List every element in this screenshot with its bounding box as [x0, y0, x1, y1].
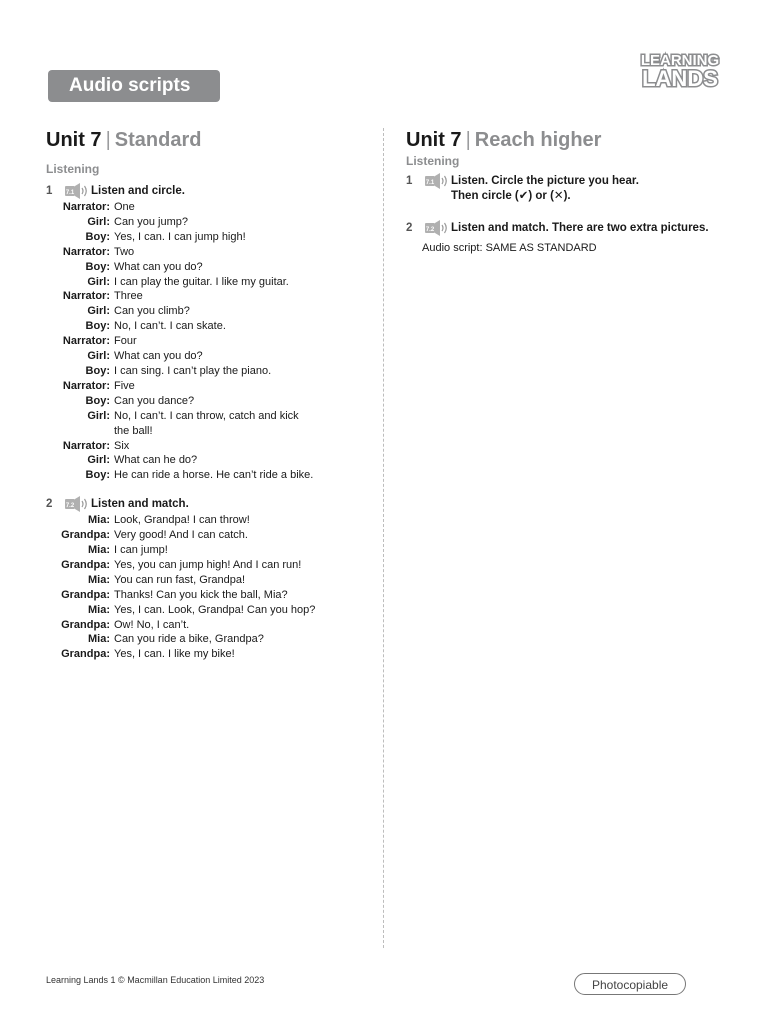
task-instruction: Listen and match. There are two extra pictures.: [451, 222, 709, 234]
dialogue-line: [46, 573, 366, 588]
dialogue-line: [46, 304, 366, 319]
speaker-label: Boy:: [85, 230, 110, 243]
dialogue-text: Five: [114, 379, 135, 392]
speaker-label: Grandpa:: [61, 529, 110, 542]
dialogue-text: Can you dance?: [114, 394, 195, 407]
dialogue-text: What can he do?: [114, 454, 198, 467]
speaker-label: Girl:: [87, 454, 110, 467]
unit-title-standard: [46, 128, 366, 152]
dialogue-line: [46, 245, 366, 260]
dialogue-text: What can you do?: [114, 260, 203, 273]
speaker-label: Girl:: [87, 350, 110, 363]
dialogue-text: You can run fast, Grandpa!: [114, 573, 246, 586]
speaker-label: Mia:: [88, 544, 110, 557]
audio-speaker-icon: [424, 173, 450, 189]
speaker-label: Grandpa:: [61, 588, 110, 601]
dialogue-line: [46, 334, 366, 349]
photocopiable-badge: Photocopiable: [574, 973, 686, 995]
dialogue-line: [46, 289, 366, 304]
dialogue-text: What can you do?: [114, 350, 203, 363]
dialogue-line: [46, 543, 366, 558]
speaker-label: Narrator:: [62, 290, 110, 303]
dialogue-text: Yes, I can. I can jump high!: [114, 230, 246, 243]
dialogue-text: Very good! And I can catch.: [114, 529, 248, 542]
speaker-label: [46, 424, 114, 439]
task-instruction: Listen. Circle the picture you hear. Then circle (✔) or (✕).: [451, 175, 639, 202]
speaker-label: Mia:: [88, 514, 110, 527]
speaker-label: Boy:: [85, 320, 110, 333]
unit-label: Unit 7: [46, 129, 102, 151]
dialogue-line: [46, 632, 366, 647]
dialogue-text: No, I can’t. I can throw, catch and kick: [114, 409, 299, 422]
section-label: Listening: [46, 162, 100, 176]
dialogue-line: [46, 364, 366, 379]
dialogue-text: I can play the guitar. I like my guitar.: [114, 275, 289, 288]
dialogue-text: He can ride a horse. He can’t ride a bike.: [114, 469, 314, 482]
dialogue-line: [46, 647, 366, 662]
dialogue-line: [46, 558, 366, 573]
dialogue-line: [46, 394, 366, 409]
dialogue-line: [46, 409, 366, 424]
unit-label: Unit 7: [406, 129, 462, 151]
dialogue-line: [46, 618, 366, 633]
audio-speaker-icon: [424, 220, 450, 236]
speaker-label: Boy:: [85, 364, 110, 377]
dialogue-text: Four: [114, 335, 137, 348]
speaker-label: Boy:: [85, 260, 110, 273]
speaker-label: Boy:: [85, 469, 110, 482]
dialogue-text: Yes, you can jump high! And I can run!: [114, 558, 302, 571]
speaker-label: Grandpa:: [61, 618, 110, 631]
audio-script-note: Audio script: SAME AS STANDARD: [422, 242, 597, 254]
dialogue-line: [46, 424, 366, 439]
dialogue-text: No, I can’t. I can skate.: [114, 320, 226, 333]
dialogue-text: Ow! No, I can’t.: [114, 618, 190, 631]
dialogue-text: Six: [114, 439, 130, 452]
audio-scripts-tab: Audio scripts: [48, 70, 220, 102]
dialogue-text: Three: [114, 290, 143, 303]
task-2: [406, 221, 726, 254]
task-2: [46, 497, 366, 662]
dialogue-line: [46, 319, 366, 334]
dialogue-lines: [46, 513, 366, 662]
dialogue-line: [46, 215, 366, 230]
title-separator: |: [465, 129, 471, 151]
dialogue-text: One: [114, 201, 135, 213]
title-separator: |: [105, 129, 111, 151]
svg-text:7.1: 7.1: [425, 180, 435, 186]
audio-speaker-icon: [64, 183, 90, 199]
speaker-label: Narrator:: [62, 245, 110, 258]
level-label: Reach higher: [474, 129, 602, 151]
speaker-label: Mia:: [88, 603, 110, 616]
svg-text:7.2: 7.2: [425, 227, 435, 233]
speaker-label: Grandpa:: [61, 558, 110, 571]
dialogue-lines: [46, 200, 366, 483]
standard-column: [46, 128, 366, 662]
dialogue-text: Yes, I can. Look, Grandpa! Can you hop?: [114, 603, 316, 616]
dialogue-line: [46, 468, 366, 483]
task-1: [46, 184, 366, 483]
speaker-label: Girl:: [87, 305, 110, 318]
task-number: 1: [46, 185, 53, 197]
dialogue-line: [46, 379, 366, 394]
speaker-label: Girl:: [87, 215, 110, 228]
dialogue-text: the ball!: [114, 424, 153, 437]
task-1: [406, 174, 726, 204]
speaker-label: Girl:: [87, 275, 110, 288]
svg-text:7.2: 7.2: [65, 503, 75, 510]
reach-higher-column: [406, 128, 726, 254]
dialogue-line: [46, 200, 366, 215]
dialogue-line: [46, 349, 366, 364]
dialogue-line: [46, 453, 366, 468]
audio-speaker-icon: [64, 496, 90, 512]
task-number: 1: [406, 175, 413, 187]
logo-line2: LANDS: [642, 66, 718, 90]
dialogue-text: Look, Grandpa! I can throw!: [114, 514, 250, 527]
speaker-label: Narrator:: [62, 335, 110, 348]
column-divider: [383, 128, 384, 948]
svg-text:7.1: 7.1: [65, 190, 75, 196]
speaker-label: Boy:: [85, 394, 110, 407]
dialogue-line: [46, 528, 366, 543]
dialogue-line: [46, 588, 366, 603]
speaker-label: Girl:: [87, 409, 110, 422]
dialogue-text: Yes, I can. I like my bike!: [114, 648, 235, 661]
dialogue-text: I can jump!: [114, 544, 168, 557]
speaker-label: Narrator:: [62, 439, 110, 452]
section-label: Listening: [406, 154, 460, 168]
dialogue-line: [46, 260, 366, 275]
task-number: 2: [406, 222, 413, 234]
dialogue-line: [46, 230, 366, 245]
dialogue-line: [46, 275, 366, 290]
task-number: 2: [46, 498, 53, 511]
dialogue-line: [46, 513, 366, 528]
speaker-label: Mia:: [88, 633, 110, 646]
dialogue-text: Can you ride a bike, Grandpa?: [114, 633, 264, 646]
dialogue-text: Two: [114, 245, 135, 258]
speaker-label: Narrator:: [62, 201, 110, 213]
speaker-label: Narrator:: [62, 379, 110, 392]
task-instruction: Listen and match.: [91, 498, 189, 511]
logo-line1: LEARNING: [640, 52, 720, 69]
copyright-footer: Learning Lands 1 © Macmillan Education Limited 2023: [46, 975, 265, 985]
task-instruction: Listen and circle.: [91, 185, 185, 197]
dialogue-line: [46, 439, 366, 454]
speaker-label: Grandpa:: [61, 648, 110, 661]
dialogue-text: I can sing. I can’t play the piano.: [114, 364, 272, 377]
dialogue-line: [46, 603, 366, 618]
dialogue-text: Can you climb?: [114, 305, 190, 318]
dialogue-text: Thanks! Can you kick the ball, Mia?: [114, 588, 288, 601]
learning-lands-logo: [636, 50, 724, 90]
unit-title-reach-higher: [406, 128, 726, 152]
level-label: Standard: [114, 129, 202, 151]
dialogue-text: Can you jump?: [114, 215, 188, 228]
speaker-label: Mia:: [88, 573, 110, 586]
